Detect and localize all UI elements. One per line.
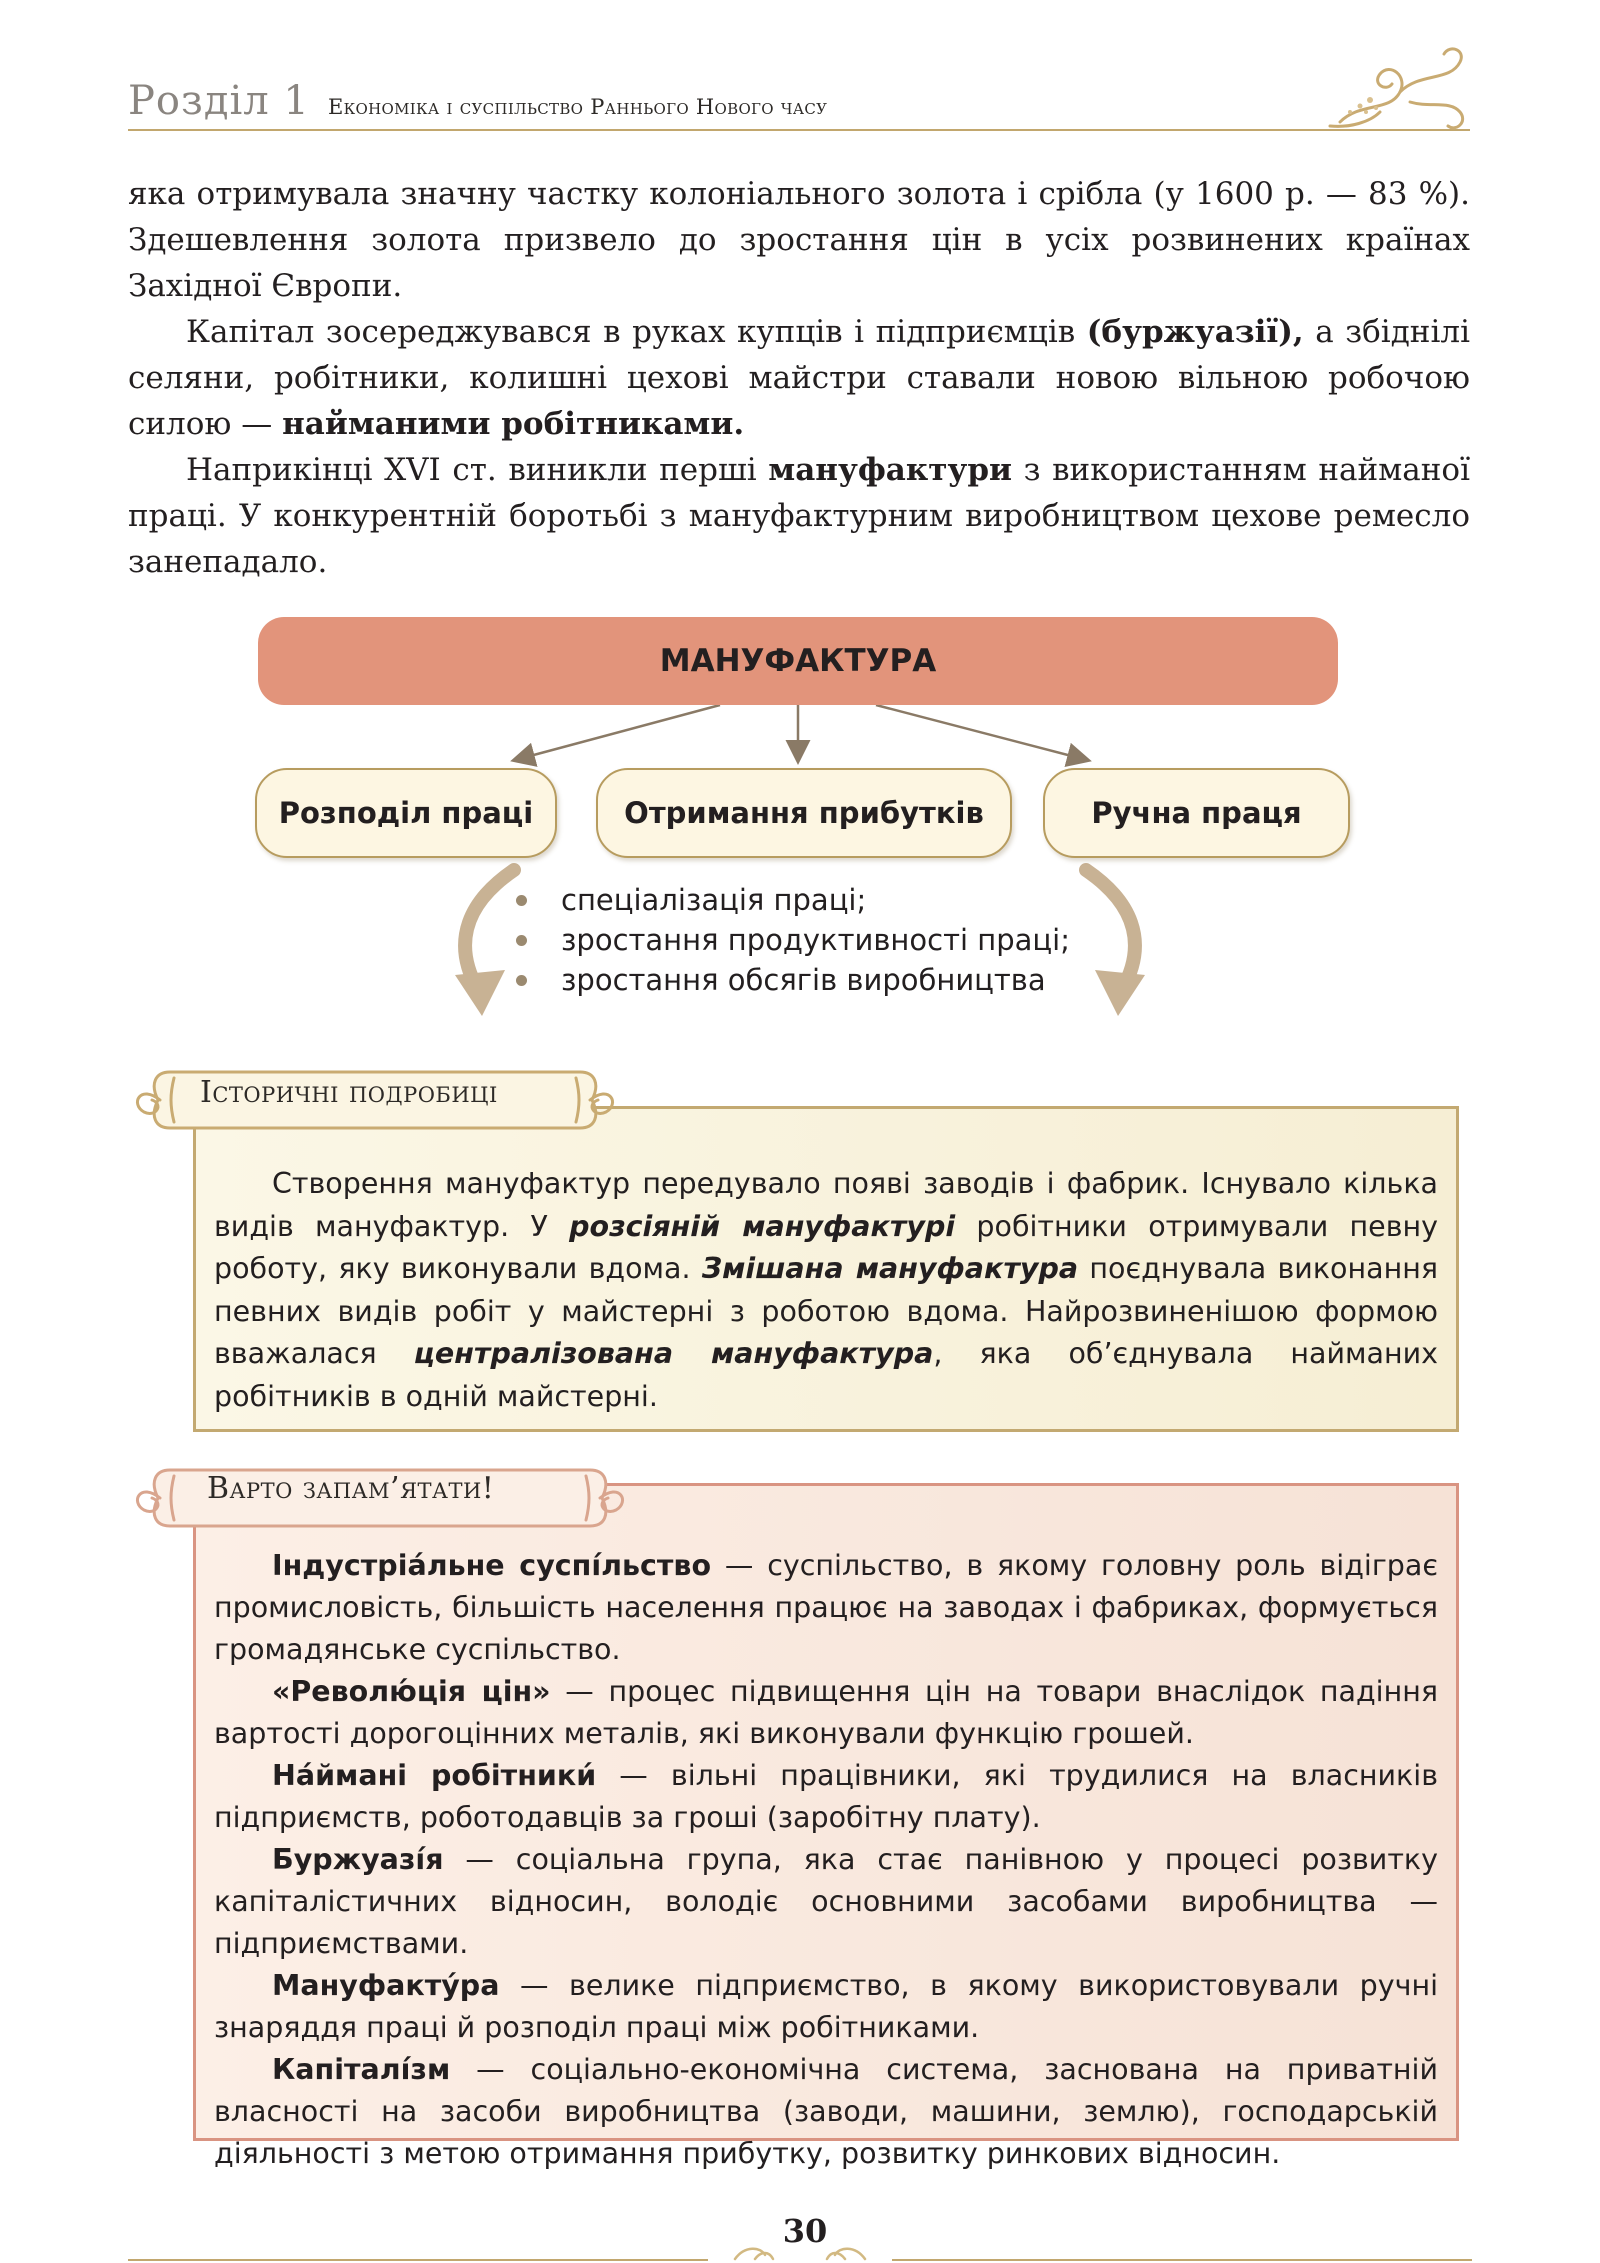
definition-item: Буржуазі́я — соціальна група, яка стає панівною у процесі розвитку капіталістичних відносин, володіє основними засобами виробництва — підприємствами.: [214, 1843, 1438, 1960]
remember-title: Варто запам’ятати!: [207, 1471, 495, 1506]
definition-item: Індустріа́льне суспі́льство — суспільство, в якому головну роль відіграє промисловість, більшість населення працює на заводах і фабриках, формується громадянське суспільство.: [214, 1549, 1438, 1666]
footer-divider: [892, 2259, 1472, 2261]
bullet-icon: [516, 935, 527, 946]
diagram-bullet-list: [516, 880, 1070, 1000]
bullet-icon: [516, 895, 527, 906]
diagram-node-profit: Отримання прибутків: [596, 768, 1012, 858]
section-label: Розділ 1: [128, 78, 310, 124]
diagram-main-node: МАНУФАКТУРА: [258, 617, 1338, 705]
definition-item: Капіталі́зм — соціально-економічна система, заснована на приватній власності на засоби виробництва (заводи, машини, землю), господарській діяльності з метою отримання прибутку, розвитку ринкових відносин.: [214, 2053, 1438, 2170]
bullet-icon: [516, 975, 527, 986]
diagram-node-division-of-labor: Розподіл праці: [255, 768, 557, 858]
page-number: 30: [782, 2212, 828, 2250]
paragraph-3: Наприкінці XVI ст. виникли перші мануфактури з використанням найманої праці. У конкурентній боротьбі з мануфактурним виробництвом цехове ремесло занепадало.: [128, 452, 1470, 580]
diagram-node-manual-labor: Ручна праця: [1043, 768, 1350, 858]
definition-item: Мануфакту́ра — велике підприємство, в якому використовували ручні знаряддя праці й розподіл праці між робітниками.: [214, 1969, 1438, 2044]
paragraph-2: Капітал зосереджувався в руках купців і підприємців (буржуазії), а збіднілі селяни, робітники, колишні цехові майстри ставали новою вільною робочою силою — найманими робітниками.: [128, 314, 1470, 442]
definition-item: «Револю́ція цін» — процес підвищення цін на товари внаслідок падіння вартості дорогоцінних металів, які виконували функцію грошей.: [214, 1675, 1438, 1750]
list-item: спеціалізація праці;: [516, 880, 1070, 920]
list-item: зростання обсягів виробництва: [516, 960, 1070, 1000]
footer-divider: [128, 2259, 708, 2261]
definition-item: На́ймані робітники́ — вільні працівники, які трудилися на власників підприємств, роботодавців за гроші (заробітну плату).: [214, 1759, 1438, 1834]
remember-box: [193, 1483, 1459, 2170]
historical-details-box: Створення мануфактур передувало появі заводів і фабрик. Існувало кілька видів мануфактур. У розсіяній мануфактурі робітники отримували певну роботу, яку виконували вдома. Змішана мануфактура поєднувала виконання певних видів робіт у майстерні з роботою вдома. Найрозвиненішою формою вважалася централізована мануфактура, яка об’єднувала найманих робітників в одній майстерні.: [193, 1106, 1459, 1432]
historical-details-title: Історичні подробиці: [200, 1075, 498, 1110]
list-item: зростання продуктивності праці;: [516, 920, 1070, 960]
chapter-title: Економіка і суспільство Раннього Нового часу: [328, 95, 828, 119]
paragraph-1: яка отримувала значну частку колоніального золота і срібла (у 1600 р. — 83 %). Здешевлення золота призвело до зростання цін в усіх розвинених країнах Західної Європи.: [128, 176, 1470, 304]
